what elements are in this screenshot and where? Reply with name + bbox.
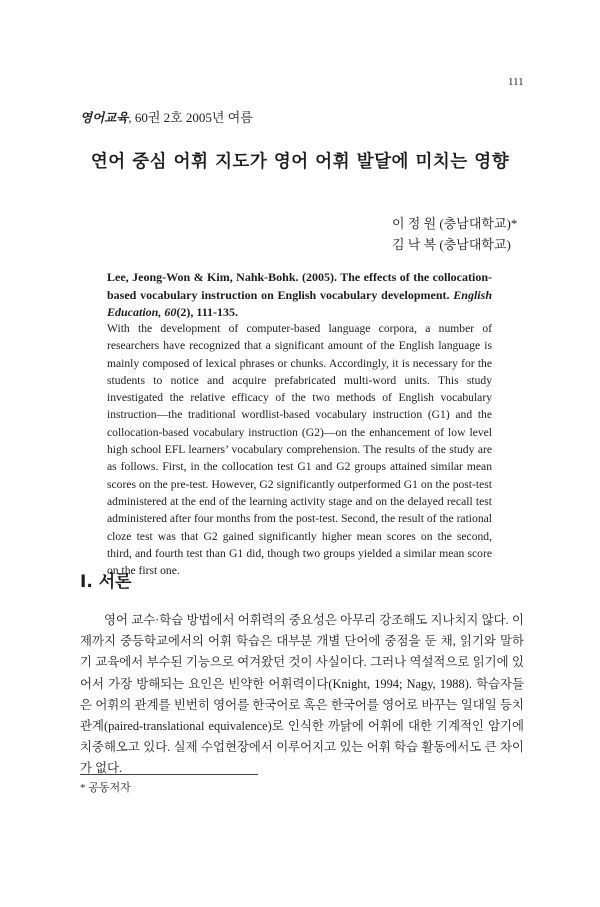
- body-paragraph: 영어 교수·학습 방법에서 어휘력의 중요성은 아무리 강조해도 지나치지 않다. 이제까지 중등학교에서의 어휘 학습은 대부분 개별 단어에 중점을 둔 채, 읽기와 말하기 교육에서 부수된 기능으로 여겨왔던 것이 사실이다. 그러나 역설적으로 읽기에 있어서 가장 방해되는 요인은 빈약한 어휘력이다(Knight, 1994; Nagy, 1988). 학습자들은 어휘의 관계를 빈번히 영어를 한국어로 혹은 한국어를 영어로 바꾸는 일대일 등치관계(paired-translational equivalence)로 인식한 까닭에 어휘에 대한 기계적인 암기에 치중해오고 있다. 실제 수업현장에서 이루어지고 있는 어휘 학습 활동에서도 큰 차이가 없다.: [80, 613, 524, 776]
- footnote-divider: [80, 774, 258, 775]
- journal-name: 영어교육: [80, 110, 129, 125]
- author-1: 이 정 원 (충남대학교)*: [392, 216, 518, 231]
- footnote: * 공동저자: [80, 782, 131, 794]
- page-number: 111: [508, 76, 524, 88]
- citation-pages: (2), 111-135.: [176, 305, 239, 319]
- section-heading: I. 서론: [80, 572, 132, 592]
- journal-issue: , 60권 2호 2005년 여름: [128, 110, 253, 125]
- citation: [107, 269, 492, 322]
- article-title: 연어 중심 어휘 지도가 영어 어휘 발달에 미치는 영향: [90, 152, 510, 172]
- author-2: 김 낙 복 (충남대학교): [392, 237, 511, 252]
- journal-info: [80, 107, 253, 126]
- citation-journal: English Education, 60: [107, 287, 492, 319]
- abstract: With the development of computer-based language corpora, a number of researchers have recognized that a significant amount of the English language is mainly composed of lexical phrases or chunks. Accordingly, it is necessary for the students to notice and acquire prefabricated multi-word units. This study investigated the relative efficacy of the two methods of English vocabulary instruction—the traditional wordlist-based vocabulary instruction (G1) and the collocation-based vocabulary instruction (G2)—on the enhancement of low level high school EFL learners’ vocabulary comprehension. The results of the study are as follows. First, in the collocation test G1 and G2 groups attained similar mean scores on the pre-test. However, G2 significantly outperformed G1 on the post-test administered at the end of the learning activity stage and on the delayed recall test administered after four months from the post-test. Second, the result of the rational cloze test was that G2 gained significantly higher mean scores on the second, third, and fourth test than G1 did, though two groups yielded a similar mean score on the first one.: [107, 322, 492, 578]
- citation-lead: Lee, Jeong-Won & Kim, Nahk-Bohk. (2005). The effects of the collocation-based vocabulary instruction on English vocabulary development.: [107, 270, 492, 302]
